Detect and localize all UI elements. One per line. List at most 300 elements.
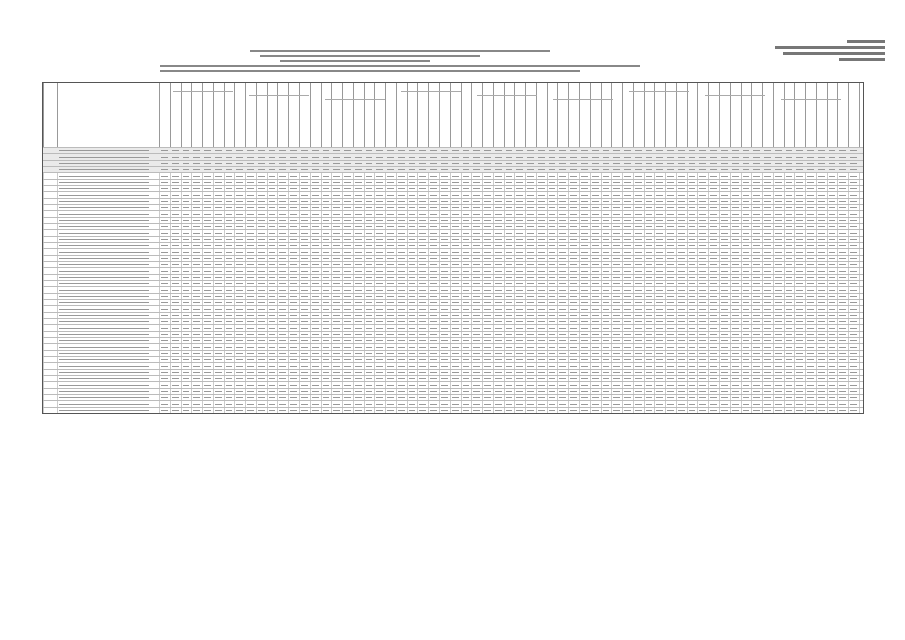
table-cell: [829, 309, 835, 310]
table-cell: [818, 359, 825, 360]
table-cell: [699, 372, 706, 373]
table-cell: [678, 334, 685, 335]
table-cell: [290, 410, 297, 411]
table-cell: [516, 150, 523, 151]
table-cell: [624, 214, 631, 215]
table-cell: [204, 340, 211, 341]
table-cell: [161, 163, 168, 164]
table-cell: [430, 271, 437, 272]
table-cell: [796, 309, 803, 310]
table-cell: [549, 233, 555, 234]
table-cell: [441, 296, 448, 297]
table-cell: [613, 163, 620, 164]
table-cell: [527, 195, 534, 196]
table-cell: [161, 258, 168, 259]
table-cell: [430, 385, 437, 386]
table-cell: [387, 315, 394, 316]
table-cell: [592, 264, 599, 265]
table-cell: [807, 182, 814, 183]
table-cell: [743, 239, 749, 240]
table-cell: [344, 347, 351, 348]
table-cell: [376, 315, 383, 316]
table-cell: [215, 290, 222, 291]
table-cell: [646, 372, 652, 373]
table-cell: [656, 277, 663, 278]
table-cell: [473, 188, 480, 189]
table-cell: [829, 214, 835, 215]
table-cell: [323, 245, 329, 246]
table-cell: [818, 150, 825, 151]
table-cell: [387, 391, 394, 392]
table-cell: [226, 283, 232, 284]
table-cell: [409, 226, 415, 227]
table-cell: [398, 201, 405, 202]
table-cell: [732, 290, 739, 291]
table-cell: [753, 385, 760, 386]
table-cell: [355, 290, 362, 291]
table-cell: [376, 271, 383, 272]
table-cell: [689, 182, 695, 183]
table-cell: [172, 220, 179, 221]
table-cell: [656, 258, 663, 259]
table-cell: [581, 309, 588, 310]
table-cell: [753, 207, 760, 208]
table-cell: [570, 201, 577, 202]
table-cell: [355, 321, 362, 322]
table-cell: [215, 353, 222, 354]
table-cell: [603, 245, 609, 246]
table-cell: [333, 315, 340, 316]
table-cell: [678, 359, 685, 360]
table-cell: [786, 233, 792, 234]
table-cell: [290, 150, 297, 151]
table-cell: [786, 195, 792, 196]
table-cell: [419, 252, 426, 253]
table-cell: [409, 404, 415, 405]
table-cell: [613, 252, 620, 253]
table-cell: [387, 334, 394, 335]
table-cell: [398, 366, 405, 367]
table-cell: [775, 258, 782, 259]
table-cell: [764, 226, 771, 227]
table-cell: [538, 296, 545, 297]
table-cell: [538, 302, 545, 303]
table-cell: [204, 252, 211, 253]
table-cell: [290, 182, 297, 183]
table-cell: [624, 150, 631, 151]
table-cell: [710, 283, 717, 284]
table-cell: [689, 302, 695, 303]
table-cell: [570, 404, 577, 405]
table-cell: [183, 404, 189, 405]
table-cell: [312, 340, 319, 341]
table-cell: [409, 220, 415, 221]
table-cell: [581, 391, 588, 392]
table-cell: [419, 258, 426, 259]
table-cell: [592, 214, 599, 215]
table-cell: [398, 195, 405, 196]
table-cell: [538, 410, 545, 411]
table-cell: [344, 163, 351, 164]
header-column: [181, 83, 182, 147]
table-cell: [527, 226, 534, 227]
table-cell: [366, 347, 372, 348]
table-cell: [516, 378, 523, 379]
table-cell: [387, 385, 394, 386]
table-cell: [646, 188, 652, 189]
table-cell: [301, 410, 308, 411]
table-cell: [635, 150, 642, 151]
table-cell: [344, 334, 351, 335]
table-cell: [161, 277, 168, 278]
table-cell: [430, 378, 437, 379]
table-cell: [247, 302, 254, 303]
table-cell: [430, 239, 437, 240]
table-cell: [269, 309, 275, 310]
table-cell: [323, 302, 329, 303]
table-cell: [667, 290, 674, 291]
table-cell: [333, 277, 340, 278]
table-cell: [549, 359, 555, 360]
table-cell: [753, 372, 760, 373]
table-cell: [818, 309, 825, 310]
table-cell: [829, 397, 835, 398]
table-cell: [721, 309, 728, 310]
table-cell: [839, 258, 846, 259]
table-cell: [699, 214, 706, 215]
table-cell: [775, 397, 782, 398]
table-cell: [549, 207, 555, 208]
table-cell: [796, 302, 803, 303]
table-cell: [592, 410, 599, 411]
table-cell: [301, 220, 308, 221]
table-cell: [538, 340, 545, 341]
table-cell: [710, 220, 717, 221]
table-cell: [247, 410, 254, 411]
table-cell: [183, 195, 189, 196]
table-cell: [204, 366, 211, 367]
table-cell: [635, 163, 642, 164]
table-cell: [172, 150, 179, 151]
table-cell: [473, 372, 480, 373]
table-cell: [818, 290, 825, 291]
header-column: [417, 83, 418, 147]
table-cell: [247, 404, 254, 405]
table-cell: [581, 258, 588, 259]
table-cell: [344, 233, 351, 234]
table-cell: [193, 385, 200, 386]
table-cell: [796, 347, 803, 348]
table-cell: [581, 264, 588, 265]
table-cell: [226, 385, 232, 386]
table-cell: [732, 353, 739, 354]
table-cell: [538, 264, 545, 265]
table-cell: [807, 359, 814, 360]
table-cell: [59, 264, 149, 265]
table-cell: [226, 201, 232, 202]
table-cell: [807, 347, 814, 348]
table-cell: [667, 207, 674, 208]
table-cell: [527, 404, 534, 405]
table-cell: [193, 309, 200, 310]
table-cell: [710, 169, 717, 170]
table-cell: [236, 334, 243, 335]
table-cell: [678, 290, 685, 291]
table-cell: [236, 188, 243, 189]
table-cell: [269, 271, 275, 272]
table-cell: [215, 347, 222, 348]
table-cell: [721, 195, 728, 196]
table-cell: [743, 366, 749, 367]
table-cell: [527, 239, 534, 240]
table-cell: [850, 258, 857, 259]
table-cell: [366, 283, 372, 284]
table-cell: [850, 353, 857, 354]
table-cell: [366, 258, 372, 259]
table-cell: [193, 226, 200, 227]
table-cell: [333, 214, 340, 215]
table-cell: [829, 182, 835, 183]
table-cell: [312, 315, 319, 316]
table-cell: [818, 277, 825, 278]
table-cell: [193, 150, 200, 151]
table-cell: [258, 391, 265, 392]
table-cell: [829, 296, 835, 297]
table-cell: [646, 176, 652, 177]
table-cell: [172, 201, 179, 202]
table-cell: [613, 296, 620, 297]
table-cell: [258, 163, 265, 164]
table-cell: [753, 347, 760, 348]
table-cell: [430, 226, 437, 227]
table-cell: [786, 214, 792, 215]
table-cell: [366, 410, 372, 411]
table-cell: [258, 188, 265, 189]
table-cell: [570, 277, 577, 278]
table-cell: [764, 366, 771, 367]
table-cell: [193, 214, 200, 215]
table-cell: [193, 340, 200, 341]
table-cell: [236, 372, 243, 373]
table-cell: [59, 410, 149, 411]
table-cell: [624, 372, 631, 373]
table-cell: [172, 315, 179, 316]
table-cell: [581, 296, 588, 297]
table-cell: [204, 309, 211, 310]
table-cell: [355, 353, 362, 354]
table-cell: [269, 163, 275, 164]
table-cell: [398, 397, 405, 398]
table-cell: [409, 391, 415, 392]
table-cell: [279, 182, 286, 183]
table-cell: [646, 378, 652, 379]
table-cell: [656, 290, 663, 291]
table-cell: [269, 315, 275, 316]
table-cell: [516, 397, 523, 398]
table-cell: [689, 353, 695, 354]
table-cell: [516, 334, 523, 335]
table-cell: [172, 188, 179, 189]
table-cell: [215, 328, 222, 329]
table-cell: [463, 309, 469, 310]
table-cell: [710, 372, 717, 373]
table-cell: [59, 201, 149, 202]
table-cell: [646, 302, 652, 303]
table-cell: [279, 334, 286, 335]
table-cell: [786, 283, 792, 284]
table-cell: [59, 397, 149, 398]
table-cell: [452, 252, 459, 253]
header-column: [288, 83, 289, 147]
table-cell: [667, 195, 674, 196]
table-cell: [279, 195, 286, 196]
table-cell: [59, 296, 149, 297]
table-cell: [656, 340, 663, 341]
table-cell: [484, 245, 491, 246]
table-cell: [667, 391, 674, 392]
table-cell: [678, 296, 685, 297]
table-cell: [452, 258, 459, 259]
table-cell: [290, 340, 297, 341]
header-column: [504, 83, 505, 147]
table-cell: [753, 334, 760, 335]
table-cell: [323, 182, 329, 183]
table-cell: [355, 302, 362, 303]
table-cell: [290, 233, 297, 234]
table-cell: [59, 195, 149, 196]
table-cell: [613, 353, 620, 354]
table-cell: [732, 385, 739, 386]
table-cell: [215, 195, 222, 196]
table-cell: [699, 404, 706, 405]
header-column: [568, 83, 569, 147]
table-cell: [743, 258, 749, 259]
table-cell: [215, 207, 222, 208]
table-cell: [829, 220, 835, 221]
table-cell: [419, 271, 426, 272]
table-cell: [678, 309, 685, 310]
table-cell: [603, 157, 609, 158]
table-cell: [398, 207, 405, 208]
table-cell: [721, 214, 728, 215]
table-cell: [592, 290, 599, 291]
table-cell: [172, 233, 179, 234]
table-cell: [689, 309, 695, 310]
table-cell: [419, 182, 426, 183]
table-cell: [753, 226, 760, 227]
table-cell: [613, 176, 620, 177]
table-cell: [506, 359, 512, 360]
table-cell: [463, 188, 469, 189]
table-cell: [355, 347, 362, 348]
table-cell: [161, 290, 168, 291]
header-group-rule: [629, 91, 689, 92]
table-cell: [581, 169, 588, 170]
table-cell: [59, 347, 149, 348]
table-cell: [333, 271, 340, 272]
table-cell: [592, 302, 599, 303]
table-cell: [646, 233, 652, 234]
table-cell: [161, 347, 168, 348]
table-cell: [452, 309, 459, 310]
table-cell: [689, 277, 695, 278]
table-cell: [549, 347, 555, 348]
table-cell: [323, 397, 329, 398]
table-cell: [689, 410, 695, 411]
table-cell: [592, 201, 599, 202]
table-cell: [312, 163, 319, 164]
table-cell: [527, 321, 534, 322]
table-cell: [215, 214, 222, 215]
table-cell: [850, 220, 857, 221]
table-cell: [818, 214, 825, 215]
table-cell: [247, 347, 254, 348]
table-cell: [538, 163, 545, 164]
table-cell: [495, 226, 502, 227]
table-cell: [603, 226, 609, 227]
table-cell: [656, 157, 663, 158]
table-cell: [387, 290, 394, 291]
table-cell: [247, 315, 254, 316]
table-cell: [786, 176, 792, 177]
table-cell: [183, 397, 189, 398]
table-cell: [419, 334, 426, 335]
table-cell: [753, 157, 760, 158]
table-cell: [667, 169, 674, 170]
table-cell: [699, 245, 706, 246]
table-cell: [59, 182, 149, 183]
table-cell: [204, 283, 211, 284]
table-cell: [193, 264, 200, 265]
table-cell: [549, 188, 555, 189]
table-cell: [549, 321, 555, 322]
table-cell: [236, 233, 243, 234]
table-cell: [527, 214, 534, 215]
table-cell: [484, 201, 491, 202]
table-cell: [193, 169, 200, 170]
table-cell: [624, 226, 631, 227]
table-cell: [732, 157, 739, 158]
table-cell: [538, 359, 545, 360]
table-cell: [624, 321, 631, 322]
table-cell: [226, 195, 232, 196]
table-cell: [646, 359, 652, 360]
table-cell: [441, 372, 448, 373]
table-cell: [667, 296, 674, 297]
header-group-rule: [781, 99, 841, 100]
table-cell: [549, 290, 555, 291]
header-column: [450, 83, 451, 147]
table-cell: [656, 385, 663, 386]
table-cell: [59, 309, 149, 310]
table-cell: [193, 296, 200, 297]
table-cell: [495, 150, 502, 151]
table-cell: [829, 188, 835, 189]
table-cell: [753, 397, 760, 398]
table-cell: [495, 410, 502, 411]
table-cell: [592, 150, 599, 151]
table-cell: [161, 359, 168, 360]
table-cell: [312, 302, 319, 303]
table-cell: [743, 378, 749, 379]
table-cell: [193, 290, 200, 291]
table-cell: [689, 385, 695, 386]
table-cell: [312, 347, 319, 348]
table-cell: [279, 163, 286, 164]
table-cell: [236, 366, 243, 367]
table-cell: [258, 347, 265, 348]
table-cell: [473, 264, 480, 265]
